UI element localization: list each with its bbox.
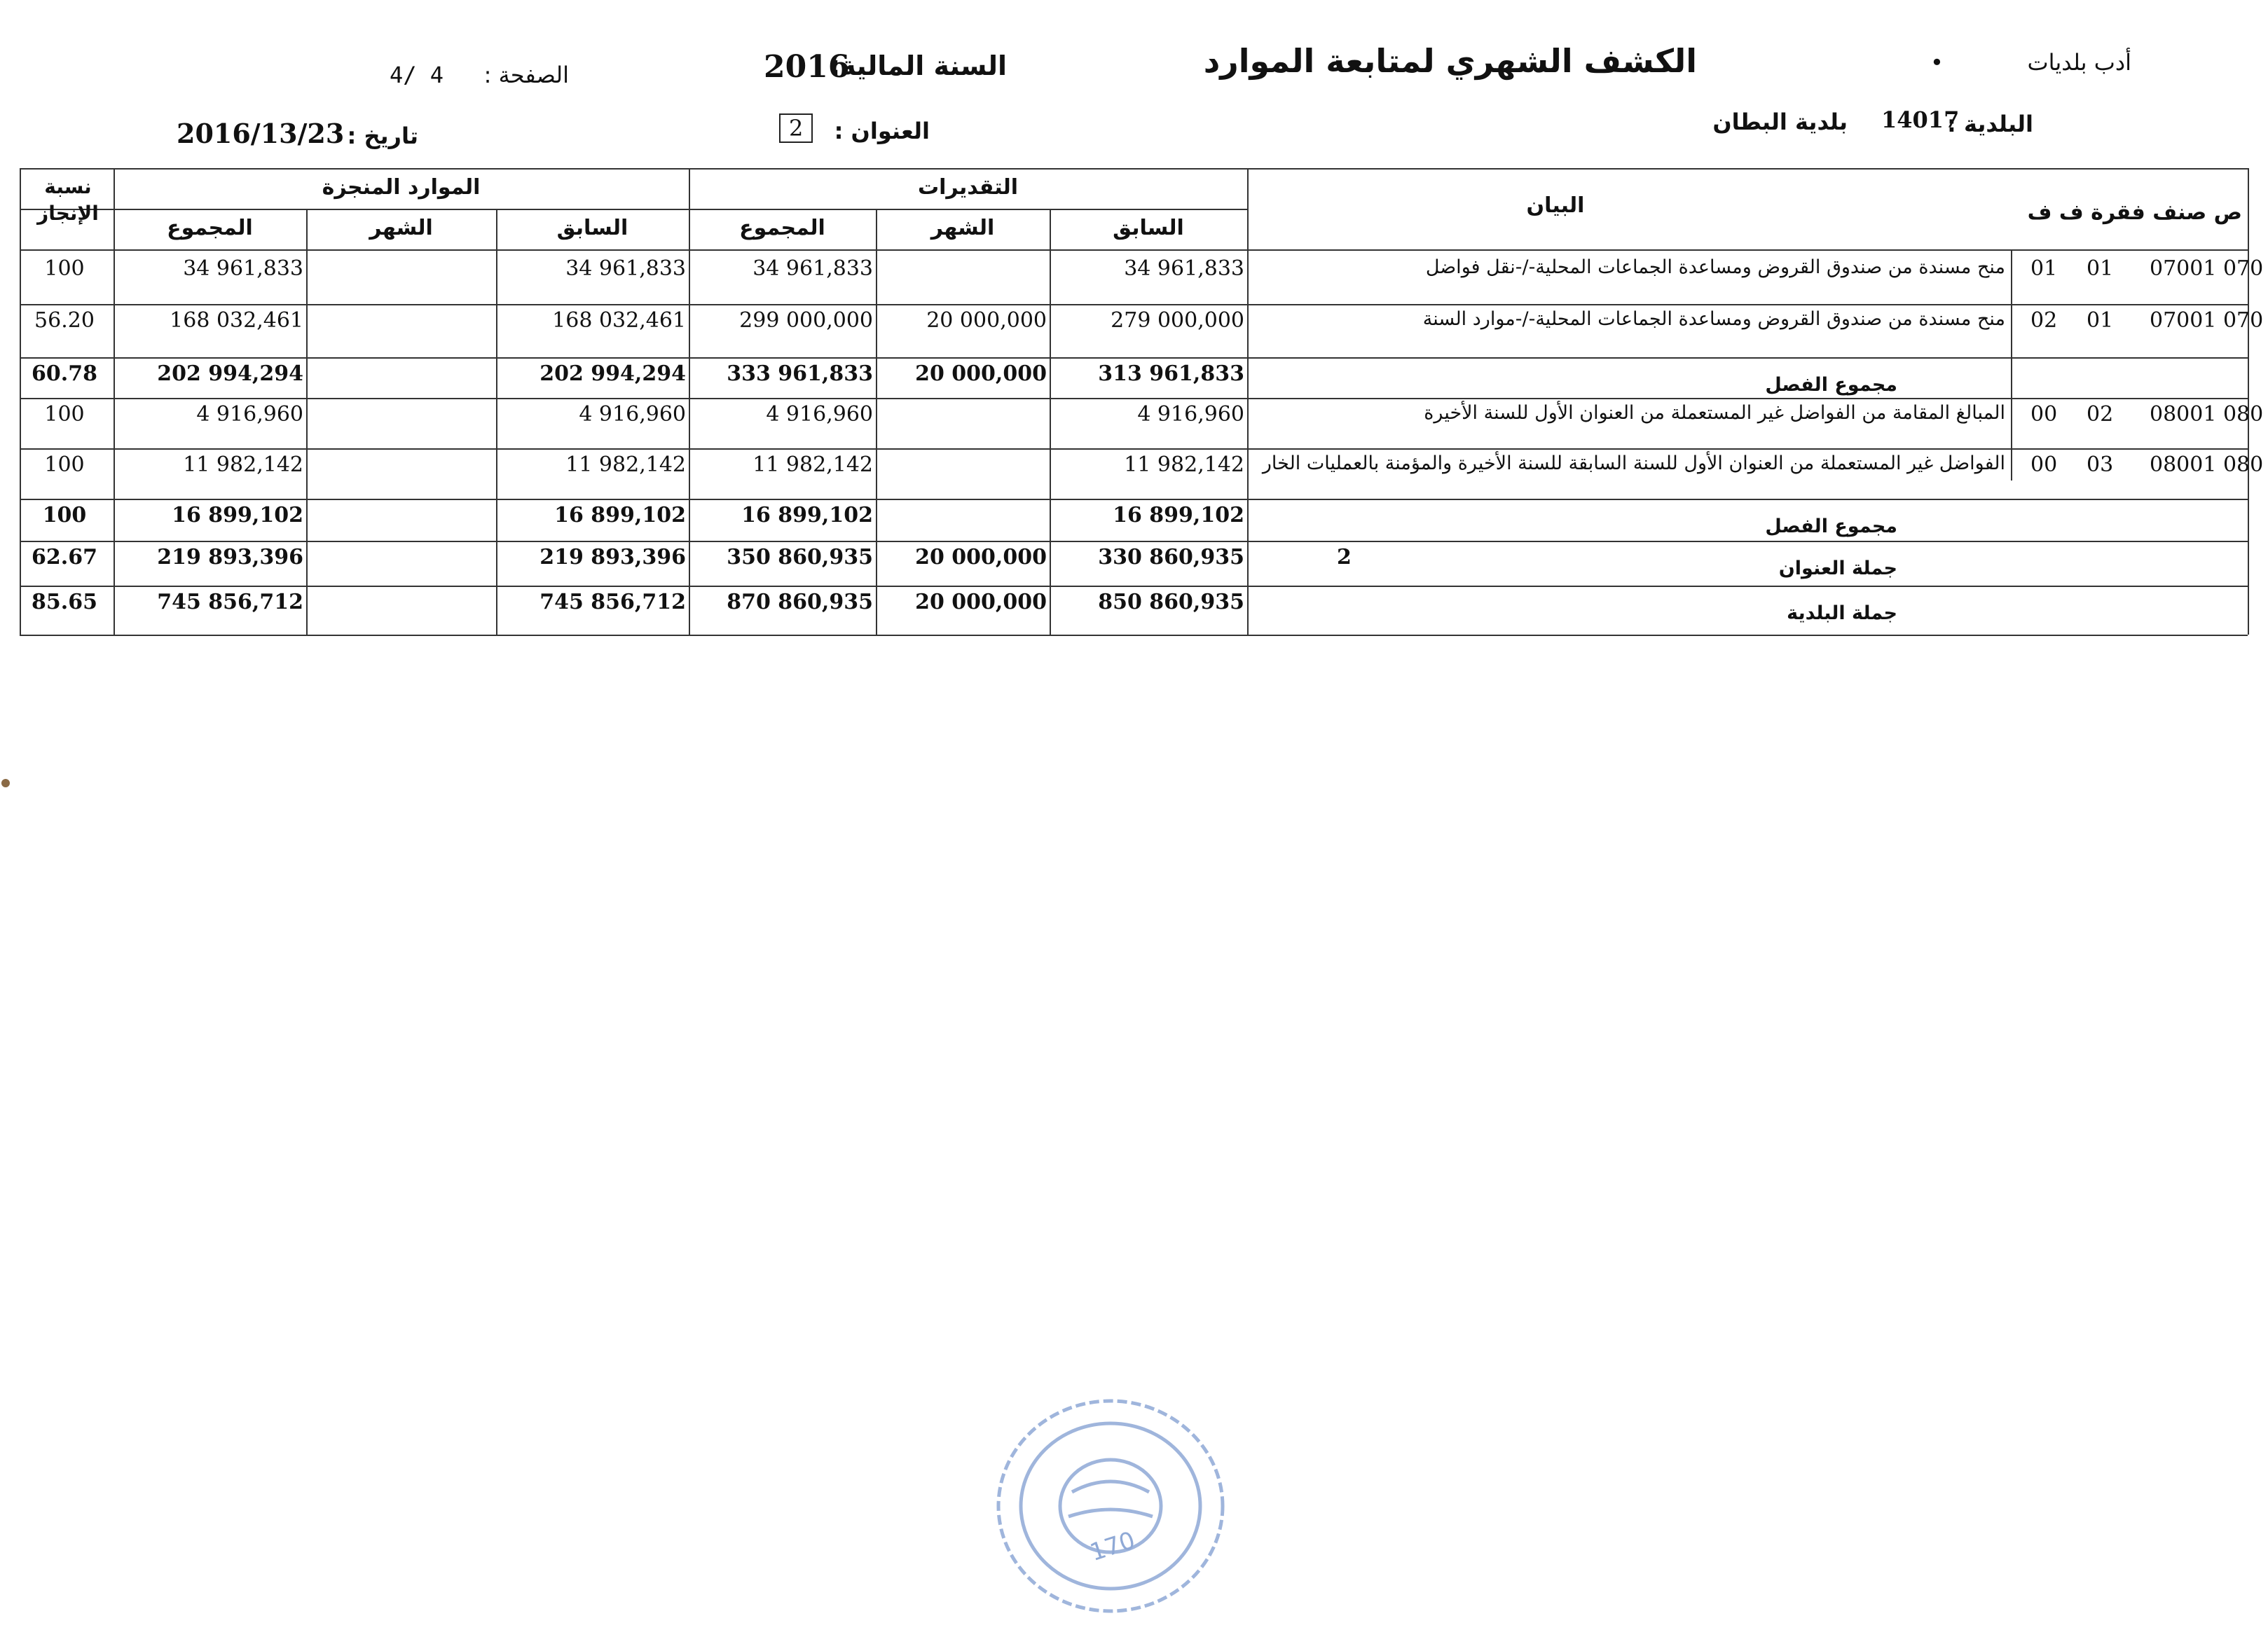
fiscal-year-label: السنة المالية: (830, 50, 1007, 81)
date-value: 2016/13/23 (177, 118, 345, 149)
cell-real-prev: 16 899,102 (554, 503, 686, 527)
cell-sub: 00 (2030, 453, 2058, 477)
page-value: 4/ 4 (390, 62, 444, 88)
cell-ratio: 62.67 (32, 545, 97, 569)
cell-statement: منح مسندة من صندوق القروض ومساعدة الجماعات المحلية-/-موارد السنة (1422, 308, 2005, 330)
cell-real-prev: 202 994,294 (539, 361, 686, 386)
table-row (20, 304, 2264, 357)
cell-est-prev: 4 916,960 (1137, 402, 1244, 427)
title-label: العنوان : (834, 118, 930, 144)
cell-ratio: 100 (42, 503, 87, 527)
cell-statement: مجموع الفصل (1765, 374, 1897, 396)
cell-est-total: 870 860,935 (727, 590, 873, 614)
cell-est-month: 20 000,000 (915, 361, 1047, 386)
cell-paragraph: 01 (2087, 256, 2114, 281)
col-est-total-header: المجموع (739, 216, 825, 240)
cell-est-month: 20 000,000 (926, 308, 1047, 333)
cell-real-prev: 168 032,461 (552, 308, 686, 333)
ministry-label: أدب بلديات (2027, 49, 2131, 76)
cell-statement: مجموع الفصل (1765, 516, 1897, 537)
official-stamp (988, 1387, 1233, 1625)
cell-est-total: 333 961,833 (727, 361, 873, 386)
table-row (20, 541, 2248, 586)
cell-real-prev: 745 856,712 (539, 590, 686, 614)
table-row (20, 448, 2264, 499)
cell-real-prev: 219 893,396 (539, 545, 686, 569)
cell-code: 07001 070 (2150, 308, 2264, 333)
cell-real-total: 219 893,396 (157, 545, 303, 569)
cell-real-total: 202 994,294 (157, 361, 303, 386)
cell-est-prev: 11 982,142 (1124, 453, 1244, 477)
cell-code: 07001 070 (2150, 256, 2264, 281)
col-real-total-header: المجموع (167, 216, 253, 240)
cell-statement: جملة البلدية (1787, 602, 1897, 624)
municipality-code: 14017 (1881, 106, 1960, 133)
page-label: الصفحة : (483, 62, 569, 88)
cell-real-total: 168 032,461 (170, 308, 303, 333)
col-est-prev-header: السابق (1113, 216, 1184, 240)
cell-real-total: 11 982,142 (183, 453, 303, 477)
cell-code: 08001 080 (2150, 453, 2264, 477)
cell-statement: منح مسندة من صندوق القروض ومساعدة الجماعات المحلية-/-نقل فواضل (1425, 256, 2005, 278)
stamp-icon (988, 1387, 1233, 1625)
cell-est-total: 4 916,960 (766, 402, 873, 427)
cell-paragraph: 03 (2087, 453, 2114, 477)
col-ratio-header: نسبة الإنجاز (37, 175, 99, 225)
cell-sub: 01 (2030, 256, 2058, 281)
cell-ratio: 85.65 (32, 590, 97, 614)
cell-est-total: 16 899,102 (741, 503, 873, 527)
cell-est-total: 34 961,833 (752, 256, 873, 281)
cell-title-number: 2 (1337, 545, 1352, 569)
cell-real-total: 4 916,960 (196, 402, 303, 427)
cell-est-prev: 16 899,102 (1113, 503, 1244, 527)
table-row (20, 357, 2248, 398)
municipality-label: البلدية : (1947, 111, 2033, 137)
col-statement-header: البيان (1526, 193, 1585, 218)
cell-statement: المبالغ المقامة من الفواضل غير المستعملة من العنوان الأول للسنة الأخيرة (1424, 402, 2005, 424)
title-value: 2 (779, 113, 813, 143)
fiscal-year-value: 2016 (764, 49, 850, 85)
header-dot: • (1930, 49, 1944, 76)
cell-code: 08001 080 (2150, 402, 2264, 427)
resources-table (20, 165, 2264, 635)
cell-ratio: 100 (44, 453, 85, 477)
cell-real-total: 34 961,833 (183, 256, 303, 281)
cell-est-prev: 34 961,833 (1124, 256, 1244, 281)
cell-est-prev: 313 961,833 (1098, 361, 1244, 386)
date-label: تاريخ : (347, 123, 418, 149)
cell-paragraph: 02 (2087, 402, 2114, 427)
cell-est-prev: 330 860,935 (1098, 545, 1244, 569)
table-row (20, 499, 2248, 541)
cell-est-month: 20 000,000 (915, 545, 1047, 569)
cell-paragraph: 01 (2087, 308, 2114, 333)
col-codes-header: ص صنف فقرة ف ف (2027, 200, 2242, 225)
cell-statement: جملة العنوان (1778, 558, 1897, 579)
report-title: الكشف الشهري لمتابعة الموارد (1203, 42, 1697, 80)
cell-ratio: 56.20 (34, 308, 95, 333)
table-row (20, 586, 2248, 635)
col-est-month-header: الشهر (930, 216, 995, 240)
table-row (20, 252, 2264, 304)
cell-real-prev: 4 916,960 (579, 402, 686, 427)
col-estimates-header: التقديرات (917, 175, 1019, 200)
col-realized-header: الموارد المنجزة (322, 175, 481, 200)
cell-real-total: 16 899,102 (172, 503, 303, 527)
cell-est-total: 11 982,142 (752, 453, 873, 477)
cell-est-prev: 850 860,935 (1098, 590, 1244, 614)
cell-est-prev: 279 000,000 (1111, 308, 1244, 333)
cell-est-month: 20 000,000 (915, 590, 1047, 614)
cell-sub: 02 (2030, 308, 2058, 333)
table-row (20, 398, 2264, 448)
cell-statement: الفواضل غير المستعملة من العنوان الأول للسنة السابقة للسنة الأخيرة والمؤمنة بالعمليات الخار (1262, 453, 2005, 474)
col-real-prev-header: السابق (556, 216, 628, 240)
cell-real-total: 745 856,712 (157, 590, 303, 614)
cell-est-total: 299 000,000 (739, 308, 873, 333)
cell-ratio: 100 (44, 402, 85, 427)
cell-sub: 00 (2030, 402, 2058, 427)
cell-ratio: 60.78 (32, 361, 97, 386)
cell-real-prev: 34 961,833 (565, 256, 686, 281)
col-real-month-header: الشهر (369, 216, 433, 240)
paper-speck (1, 779, 10, 787)
cell-ratio: 100 (44, 256, 85, 281)
stamp-number: 170 (1086, 1526, 1139, 1568)
municipality-name: بلدية البطان (1712, 109, 1848, 135)
cell-est-total: 350 860,935 (727, 545, 873, 569)
cell-real-prev: 11 982,142 (565, 453, 686, 477)
title-value-box (779, 113, 813, 143)
